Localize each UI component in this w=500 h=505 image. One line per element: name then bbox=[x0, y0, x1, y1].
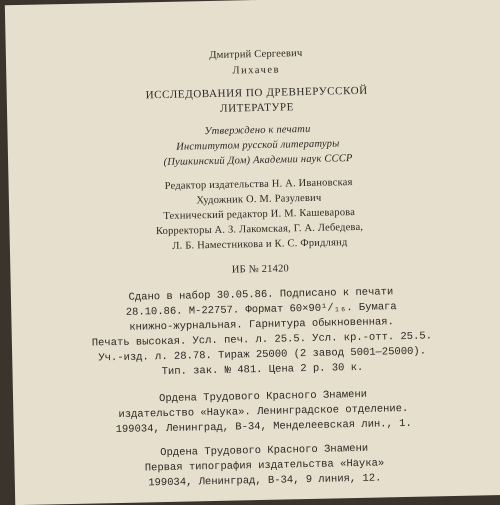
credit-tech-editor: Технический редактор И. М. Кашеварова bbox=[163, 207, 356, 223]
publisher-line-3: 199034, Ленинград, В-34, Менделеевская лин., 1. bbox=[115, 417, 412, 437]
book-imprint-page bbox=[5, 0, 500, 505]
credit-editor: Редактор издательства Н. А. Ивановская bbox=[164, 177, 353, 192]
printer-line-2: Первая типография издательства «Наука» bbox=[144, 457, 385, 475]
imprint-line-3: книжно-журнальная. Гарнитура обыкновенная. bbox=[129, 316, 394, 334]
publisher-line-1: Ордена Трудового Красного Знамени bbox=[159, 388, 368, 406]
ib-number: ИБ № 21420 bbox=[231, 263, 290, 276]
credit-proofreaders-2: Л. Б. Наместникова и К. С. Фридлянд bbox=[172, 237, 348, 252]
imprint-line-6: Тип. зак. № 481. Цена 2 р. 30 к. bbox=[161, 361, 364, 379]
approval-line-2: Институтом русской литературы bbox=[176, 138, 340, 153]
printer-line-3: 199034, Ленинград, В-34, 9 линия, 12. bbox=[148, 472, 382, 490]
credit-proofreaders-1: Корректоры А. З. Лакомская, Г. А. Лебедева, bbox=[155, 221, 364, 238]
title-line-2: ЛИТЕРАТУРЕ bbox=[219, 101, 295, 115]
imprint-line-1: Сдано в набор 30.05.86. Подписано к печати bbox=[128, 286, 394, 304]
imprint-line-4: Печать высокая. Усл. печ. л. 25.5. Усл. кр.-отт. 25.5. bbox=[91, 330, 433, 350]
title-line-1: ИССЛЕДОВАНИЯ ПО ДРЕВНЕРУССКОЙ bbox=[145, 84, 368, 102]
credit-artist: Художник О. М. Разулевич bbox=[196, 192, 322, 207]
publisher-line-2: издательство «Наука». Ленинградское отделение. bbox=[118, 402, 409, 421]
approval-line-3: (Пушкинский Дом) Академии наук СССР bbox=[163, 153, 353, 168]
author-given-name: Дмитрий Сергеевич bbox=[209, 48, 303, 62]
imprint-line-2: 28.10.86. М-22757. Формат 60×90¹/₁₆. Бумага bbox=[125, 301, 397, 319]
imprint-line-5: Уч.-изд. л. 28.78. Тираж 25000 (2 завод 5001—25000). bbox=[98, 345, 427, 365]
printer-line-1: Ордена Трудового Красного Знамени bbox=[160, 442, 369, 460]
approval-line-1: Утверждено к печати bbox=[204, 123, 311, 138]
author-surname: Лихачев bbox=[232, 64, 281, 77]
